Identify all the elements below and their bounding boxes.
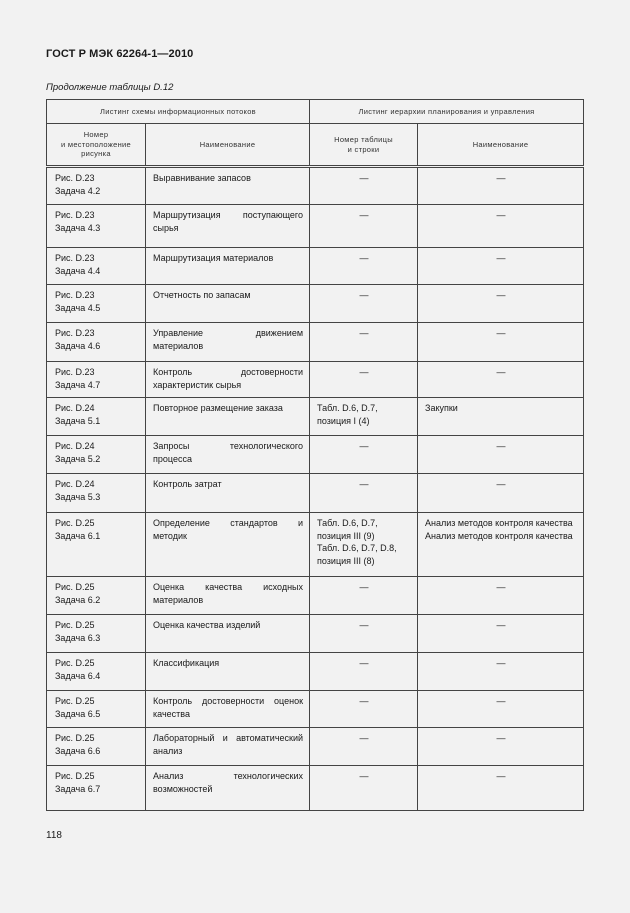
table-row xyxy=(47,398,584,436)
cell-table-row: Табл. D.6, D.7, позиция III (9) Табл. D.6, D.7, D.8, позиция III (8) xyxy=(310,513,418,577)
table-row xyxy=(47,577,584,615)
table-caption: Продолжение таблицы D.12 xyxy=(46,82,174,93)
cell-table-row: Табл. D.6, D.7, позиция I (4) xyxy=(310,398,418,436)
cell-plan-name: — xyxy=(418,474,584,513)
cell-figure: Рис. D.24 Задача 5.2 xyxy=(47,436,146,474)
cell-figure: Рис. D.24 Задача 5.1 xyxy=(47,398,146,436)
cell-plan-name: — xyxy=(418,285,584,323)
cell-name: Контроль достоверности характеристик сырья xyxy=(146,362,310,398)
cell-plan-name: — xyxy=(418,205,584,248)
cell-name: Отчетность по запасам xyxy=(146,285,310,323)
cell-name: Выравнивание запасов xyxy=(146,167,310,205)
cell-name: Оценка качества изделий xyxy=(146,615,310,653)
cell-plan-name: — xyxy=(418,653,584,691)
listing-table xyxy=(46,99,584,811)
cell-plan-name: — xyxy=(418,577,584,615)
cell-figure: Рис. D.23 Задача 4.3 xyxy=(47,205,146,248)
cell-table-row: — xyxy=(310,728,418,766)
header-table-row: Номер таблицы и строки xyxy=(310,124,418,167)
table-row xyxy=(47,205,584,248)
cell-plan-name: — xyxy=(418,323,584,362)
cell-figure: Рис. D.23 Задача 4.4 xyxy=(47,248,146,285)
table-row xyxy=(47,323,584,362)
cell-plan-name: — xyxy=(418,436,584,474)
cell-name: Маршрутизация материалов xyxy=(146,248,310,285)
table-row xyxy=(47,362,584,398)
table-row xyxy=(47,691,584,728)
cell-table-row: — xyxy=(310,285,418,323)
cell-table-row: — xyxy=(310,362,418,398)
header-group-left: Листинг схемы информационных потоков xyxy=(47,100,310,124)
table-row xyxy=(47,728,584,766)
cell-plan-name: — xyxy=(418,766,584,811)
page-number: 118 xyxy=(46,830,62,841)
cell-table-row: — xyxy=(310,248,418,285)
cell-table-row: — xyxy=(310,691,418,728)
cell-name: Управление движением материалов xyxy=(146,323,310,362)
cell-table-row: — xyxy=(310,205,418,248)
header-name-left: Наименование xyxy=(146,124,310,167)
cell-figure: Рис. D.25 Задача 6.7 xyxy=(47,766,146,811)
cell-table-row: — xyxy=(310,323,418,362)
table-row xyxy=(47,248,584,285)
cell-plan-name: — xyxy=(418,691,584,728)
cell-plan-name: Закупки xyxy=(418,398,584,436)
header-figure: Номер и местоположение рисунка xyxy=(47,124,146,167)
cell-figure: Рис. D.23 Задача 4.7 xyxy=(47,362,146,398)
cell-plan-name: — xyxy=(418,248,584,285)
cell-figure: Рис. D.25 Задача 6.3 xyxy=(47,615,146,653)
table-row xyxy=(47,615,584,653)
table-row xyxy=(47,474,584,513)
table-row xyxy=(47,653,584,691)
header-name-right: Наименование xyxy=(418,124,584,167)
cell-name: Повторное размещение заказа xyxy=(146,398,310,436)
table-row xyxy=(47,766,584,811)
cell-name: Определение стандартов и методик xyxy=(146,513,310,577)
header-group-right: Листинг иерархии планирования и управления xyxy=(310,100,584,124)
cell-figure: Рис. D.25 Задача 6.4 xyxy=(47,653,146,691)
cell-table-row: — xyxy=(310,474,418,513)
cell-plan-name: — xyxy=(418,362,584,398)
cell-table-row: — xyxy=(310,167,418,205)
cell-figure: Рис. D.25 Задача 6.1 xyxy=(47,513,146,577)
cell-name: Контроль достоверности оценок качества xyxy=(146,691,310,728)
table-row xyxy=(47,436,584,474)
cell-name: Контроль затрат xyxy=(146,474,310,513)
cell-name: Маршрутизация поступающего сырья xyxy=(146,205,310,248)
cell-plan-name: Анализ методов контроля качества Анализ методов контроля качества xyxy=(418,513,584,577)
cell-figure: Рис. D.25 Задача 6.5 xyxy=(47,691,146,728)
cell-table-row: — xyxy=(310,653,418,691)
cell-figure: Рис. D.23 Задача 4.5 xyxy=(47,285,146,323)
cell-figure: Рис. D.25 Задача 6.6 xyxy=(47,728,146,766)
cell-plan-name: — xyxy=(418,167,584,205)
cell-table-row: — xyxy=(310,766,418,811)
cell-figure: Рис. D.25 Задача 6.2 xyxy=(47,577,146,615)
cell-figure: Рис. D.23 Задача 4.2 xyxy=(47,167,146,205)
cell-table-row: — xyxy=(310,436,418,474)
cell-table-row: — xyxy=(310,615,418,653)
cell-plan-name: — xyxy=(418,615,584,653)
cell-name: Анализ технологических возможностей xyxy=(146,766,310,811)
document-header: ГОСТ Р МЭК 62264-1—2010 xyxy=(46,48,194,60)
table-row xyxy=(47,167,584,205)
cell-figure: Рис. D.23 Задача 4.6 xyxy=(47,323,146,362)
cell-table-row: — xyxy=(310,577,418,615)
cell-plan-name: — xyxy=(418,728,584,766)
cell-name: Классификация xyxy=(146,653,310,691)
table-row xyxy=(47,285,584,323)
cell-name: Лабораторный и автоматический анализ xyxy=(146,728,310,766)
cell-figure: Рис. D.24 Задача 5.3 xyxy=(47,474,146,513)
table-row xyxy=(47,513,584,577)
cell-name: Оценка качества исходных материалов xyxy=(146,577,310,615)
cell-name: Запросы технологического процесса xyxy=(146,436,310,474)
